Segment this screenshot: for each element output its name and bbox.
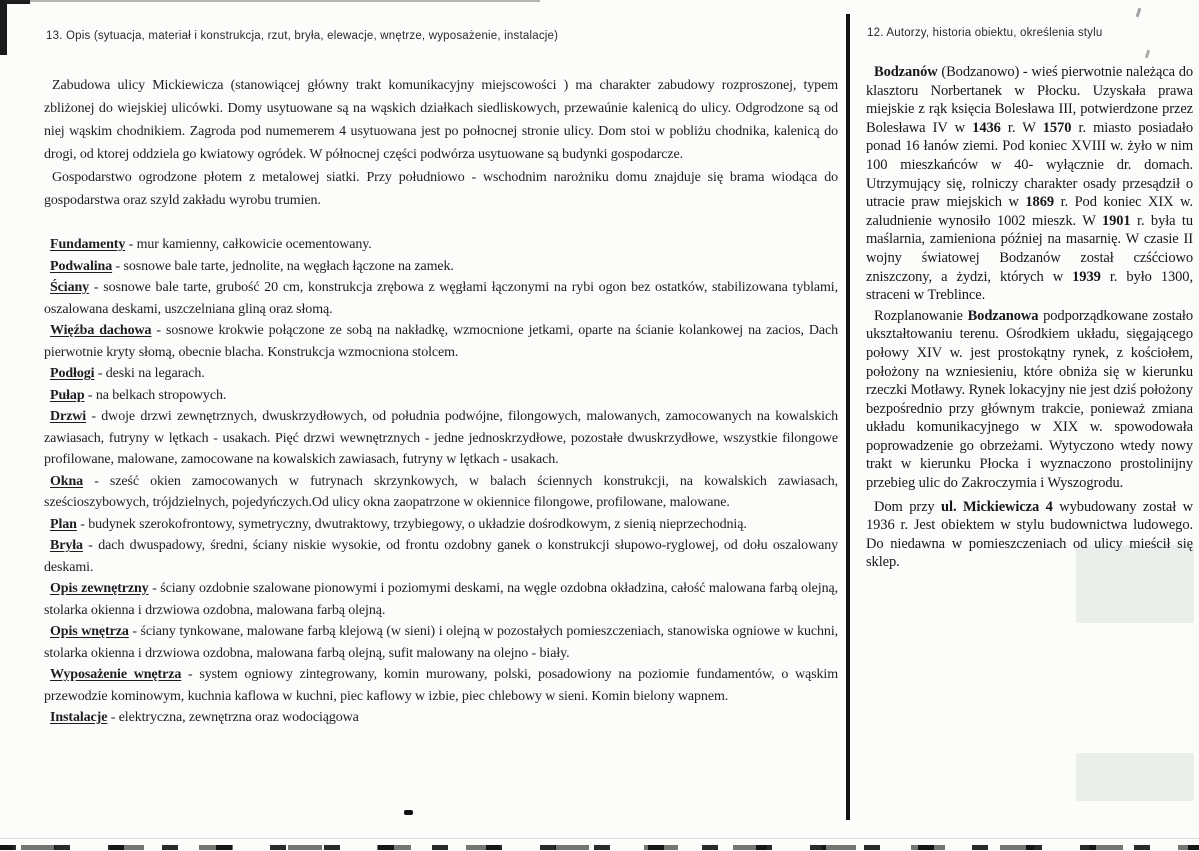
scan-speck-artifact — [1136, 8, 1142, 17]
history-paragraph-house: Dom przy ul. Mickiewicza 4 wybudowany został w 1936 r. Jest obiektem w stylu budownictwa ludowego. Do niedawna w pomieszczeniach od ulicy mieścił się sklep. — [866, 498, 1193, 571]
definition-term: Instalacje — [50, 710, 108, 725]
definition-item: Ściany - sosnowe bale tarte, grubość 20 cm, konstrukcja zrębowa z węgłami łączonymi na rybi ogon bez ostatków, stabilizowana tyblami, oszalowana deskami, uszczelniana gliną oraz słomą. — [44, 280, 838, 317]
definition-term: Wyposażenie wnętrza — [50, 667, 182, 682]
history-paragraph-layout: Rozplanowanie Bodzanowa podporządkowane zostało ukształtowaniu terenu. Ośrodkiem układu, sięgającego połowy XIV w. jest prostokątny rynek, z kościołem, położony na wzniesieniu, które obniża się w kierunku rzeczki Motławy. Rynek lokacyjny nie jest dziś położony bezpośrednio przy głównym trakcie, ponieważ zmiana układu komunikacyjnego w XIX w. spowodowała poprowadzenie go obrzeżami. Wytyczono wtedy nowy trakt w kierunku Płocka i wyznaczono prostolinijny przebieg ulic do Zakroczymia i Wyszogrodu. — [866, 307, 1194, 492]
definition-term: Plan — [50, 516, 77, 532]
scan-edge-artifact — [6, 0, 540, 2]
definition-term: Ściany — [50, 280, 90, 295]
definition-item: Drzwi - dwoje drzwi zewnętrznych, dwuskrzydłowych, od południa podwójne, filongowych, malowanych, zamocowanych na kowalskich zawiasach, futryny w lętkach - usakach. Pięć drzwi wewnętrznych - jedne jednoskrzydłowe, pozostałe dwuskrzydłowe, wszystkie filongowe profilowane, malowane, zamocowane na kowalskich zawiasach, futryny w lętkach - usakach. — [44, 409, 838, 467]
definition-term: Więźba dachowa — [50, 323, 152, 338]
bold-emphasis: 1901 — [1101, 212, 1131, 229]
bold-emphasis: 1570 — [1042, 119, 1072, 136]
intro-paragraph-farmstead: Gospodarstwo ogrodzone płotem z metalowej siatki. Przy południowo - wschodnim narożniku domu znajduje się brama wiodąca do gospodarstwa oraz szyld zakładu wyrobu trumien. — [44, 170, 838, 208]
scan-edge-artifact — [0, 845, 1199, 850]
definition-item: Bryła - dach dwuspadowy, średni, ściany niskie wysokie, od frontu ozdobny ganek o konstrukcji słupowo-ryglowej, od dołu oszalowany deskami. — [44, 538, 838, 575]
definition-item: Okna - sześć okien zamocowanych w futrynach skrzynkowych, w balach ściennych konstrukcji, na kowalskich zawiasach, sześcioszybowych, trójdzielnych, pojedyńczych.Od ulicy okna zaopatrzone w okiennice filongowe, profilowane, malowane. — [44, 473, 838, 510]
definition-item: Podwalina - sosnowe bale tarte, jednolite, na węgłach łączone na zamek. — [50, 258, 454, 274]
definition-term: Podwalina — [50, 258, 113, 274]
definition-item: Opis zewnętrzny - ściany ozdobnie szalowane pionowymi i poziomymi deskami, na węgle ozdobna okładzina, całość malowana farbą olejną, stolarka okienna i drzwiowa ozdobna, malowana farbą olejną. — [44, 581, 838, 618]
bold-emphasis: 1436 — [972, 119, 1001, 136]
definition-term: Bryła — [50, 538, 83, 553]
bold-emphasis: ul. Mickiewicza 4 — [941, 498, 1053, 515]
column-divider-line — [846, 14, 850, 820]
definition-term: Pułap — [50, 387, 85, 403]
definition-term: Opis wnętrza — [50, 624, 129, 639]
definition-term: Fundamenty — [50, 237, 126, 252]
definition-item: Pułap - na belkach stropowych. — [50, 387, 227, 403]
intro-paragraph-street: Zabudowa ulicy Mickiewicza (stanowiącej główny trakt komunikacyjny miejscowości ) ma charakter zabudowy rozproszonej, typem zbliżonej do wiejskiej ulicówki. Domy usytuowane są na wąskich działkach siedliskowych, przewaúnie kalenicą do ulicy. Odgrodzone są od niej wąskim chodnikiem. Zagroda pod numemerem 4 usytuowana jest po połnocnej stronie ulicy. Dom stoi w pobliżu chodnika, kalenicą do drogi, od ktorej oddziela go kwiatowy ogródek. W północnej części podwórza usytuowane są budynki gospodarcze. — [44, 78, 838, 162]
definition-item: Opis wnętrza - ściany tynkowane, malowane farbą klejową (w sieni) i olejną w pozostałych pomieszczeniach, stanowiska ogniowe w kuchni, stolarka okienna i drzwiowa ozdobna, malowana farbą olejną, sufit malowany na olejno - biały. — [44, 624, 839, 661]
definition-term: Okna — [50, 473, 84, 489]
definition-item: Wyposażenie wnętrza - system ogniowy zintegrowany, komin murowany, polski, posadowiony na poziomie fundamentów, o wąskim przewodzie kominowym, kuchnia kaflowa w kuchni, piec kaflowy w izbie, piec chlebowy w sieni. Komin bielony wapnem. — [44, 667, 838, 704]
bold-emphasis: 1869 — [1025, 194, 1055, 211]
right-column-section-12 — [866, 27, 1193, 574]
bold-emphasis: 1939 — [1072, 268, 1101, 285]
construction-definition-list — [44, 234, 838, 729]
definition-item: Fundamenty - mur kamienny, całkowicie ocementowany. — [50, 237, 372, 252]
section-12-heading: 12. Autorzy, historia obiektu, określenia stylu — [867, 27, 1103, 39]
scan-edge-artifact — [0, 0, 7, 55]
definition-item: Podłogi - deski na legarach. — [50, 366, 205, 381]
bold-emphasis: Bodzanowa — [967, 307, 1039, 324]
definition-item: Instalacje - elektryczna, zewnętrzna oraz wodociągowa — [50, 710, 359, 725]
definition-item: Plan - budynek szerokofrontowy, symetryczny, dwutraktowy, trzybiegowy, o układzie dośrodkowym, z sienią nieprzechodnią. — [50, 516, 747, 532]
scan-speck-artifact — [404, 810, 413, 815]
history-paragraph-bodzanow: Bodzanów (Bodzanowo) - wieś pierwotnie należąca do klasztoru Norbertanek w Płocku. Uzyskała prawa miejskie z rąk księcia Bolesława III, potwierdzone przez Bolesława IV w 1436 r. W 1570 r. miasto posiadało ponad 16 łanów ziemi. Pod koniec XVIII w. żyło w nim 100 mieszkańców w 40- wyłącznie dr. domach. Utrzymujący się, rolniczy charakter osady przesądził o utracie praw miejskich w 1869 r. Pod koniec XIX w. zaludnienie wynosiło 1002 mieszk. W 1901 r. była tu maślarnia, zamieniona później na masarnię. W czasie II wojny światowej Bodzanów został czśćciowo zniszczony, a żydzi, których w 1939 r. było 1300, straceni w Treblince. — [866, 64, 1193, 304]
definition-item: Więźba dachowa - sosnowe krokwie połączone ze sobą na nakładkę, wzmocnione jetkami, oparte na ścianie kolankowej na zacios, Dach pierwotnie kryty słomą, obecnie blacha. Konstrukcja wzmocniona stolcem. — [44, 323, 838, 360]
bleed-through-ghost — [1076, 753, 1194, 801]
scan-edge-artifact — [0, 838, 1199, 839]
definition-term: Podłogi — [50, 366, 95, 381]
section-13-heading: 13. Opis (sytuacja, materiał i konstrukcja, rzut, bryła, elewacje, wnętrze, wyposażenie, instalacje) — [46, 30, 559, 42]
definition-term: Opis zewnętrzny — [50, 581, 149, 596]
definition-term: Drzwi — [50, 409, 87, 424]
bold-emphasis: Bodzanów — [874, 64, 938, 80]
left-column-section-13 — [44, 30, 838, 729]
